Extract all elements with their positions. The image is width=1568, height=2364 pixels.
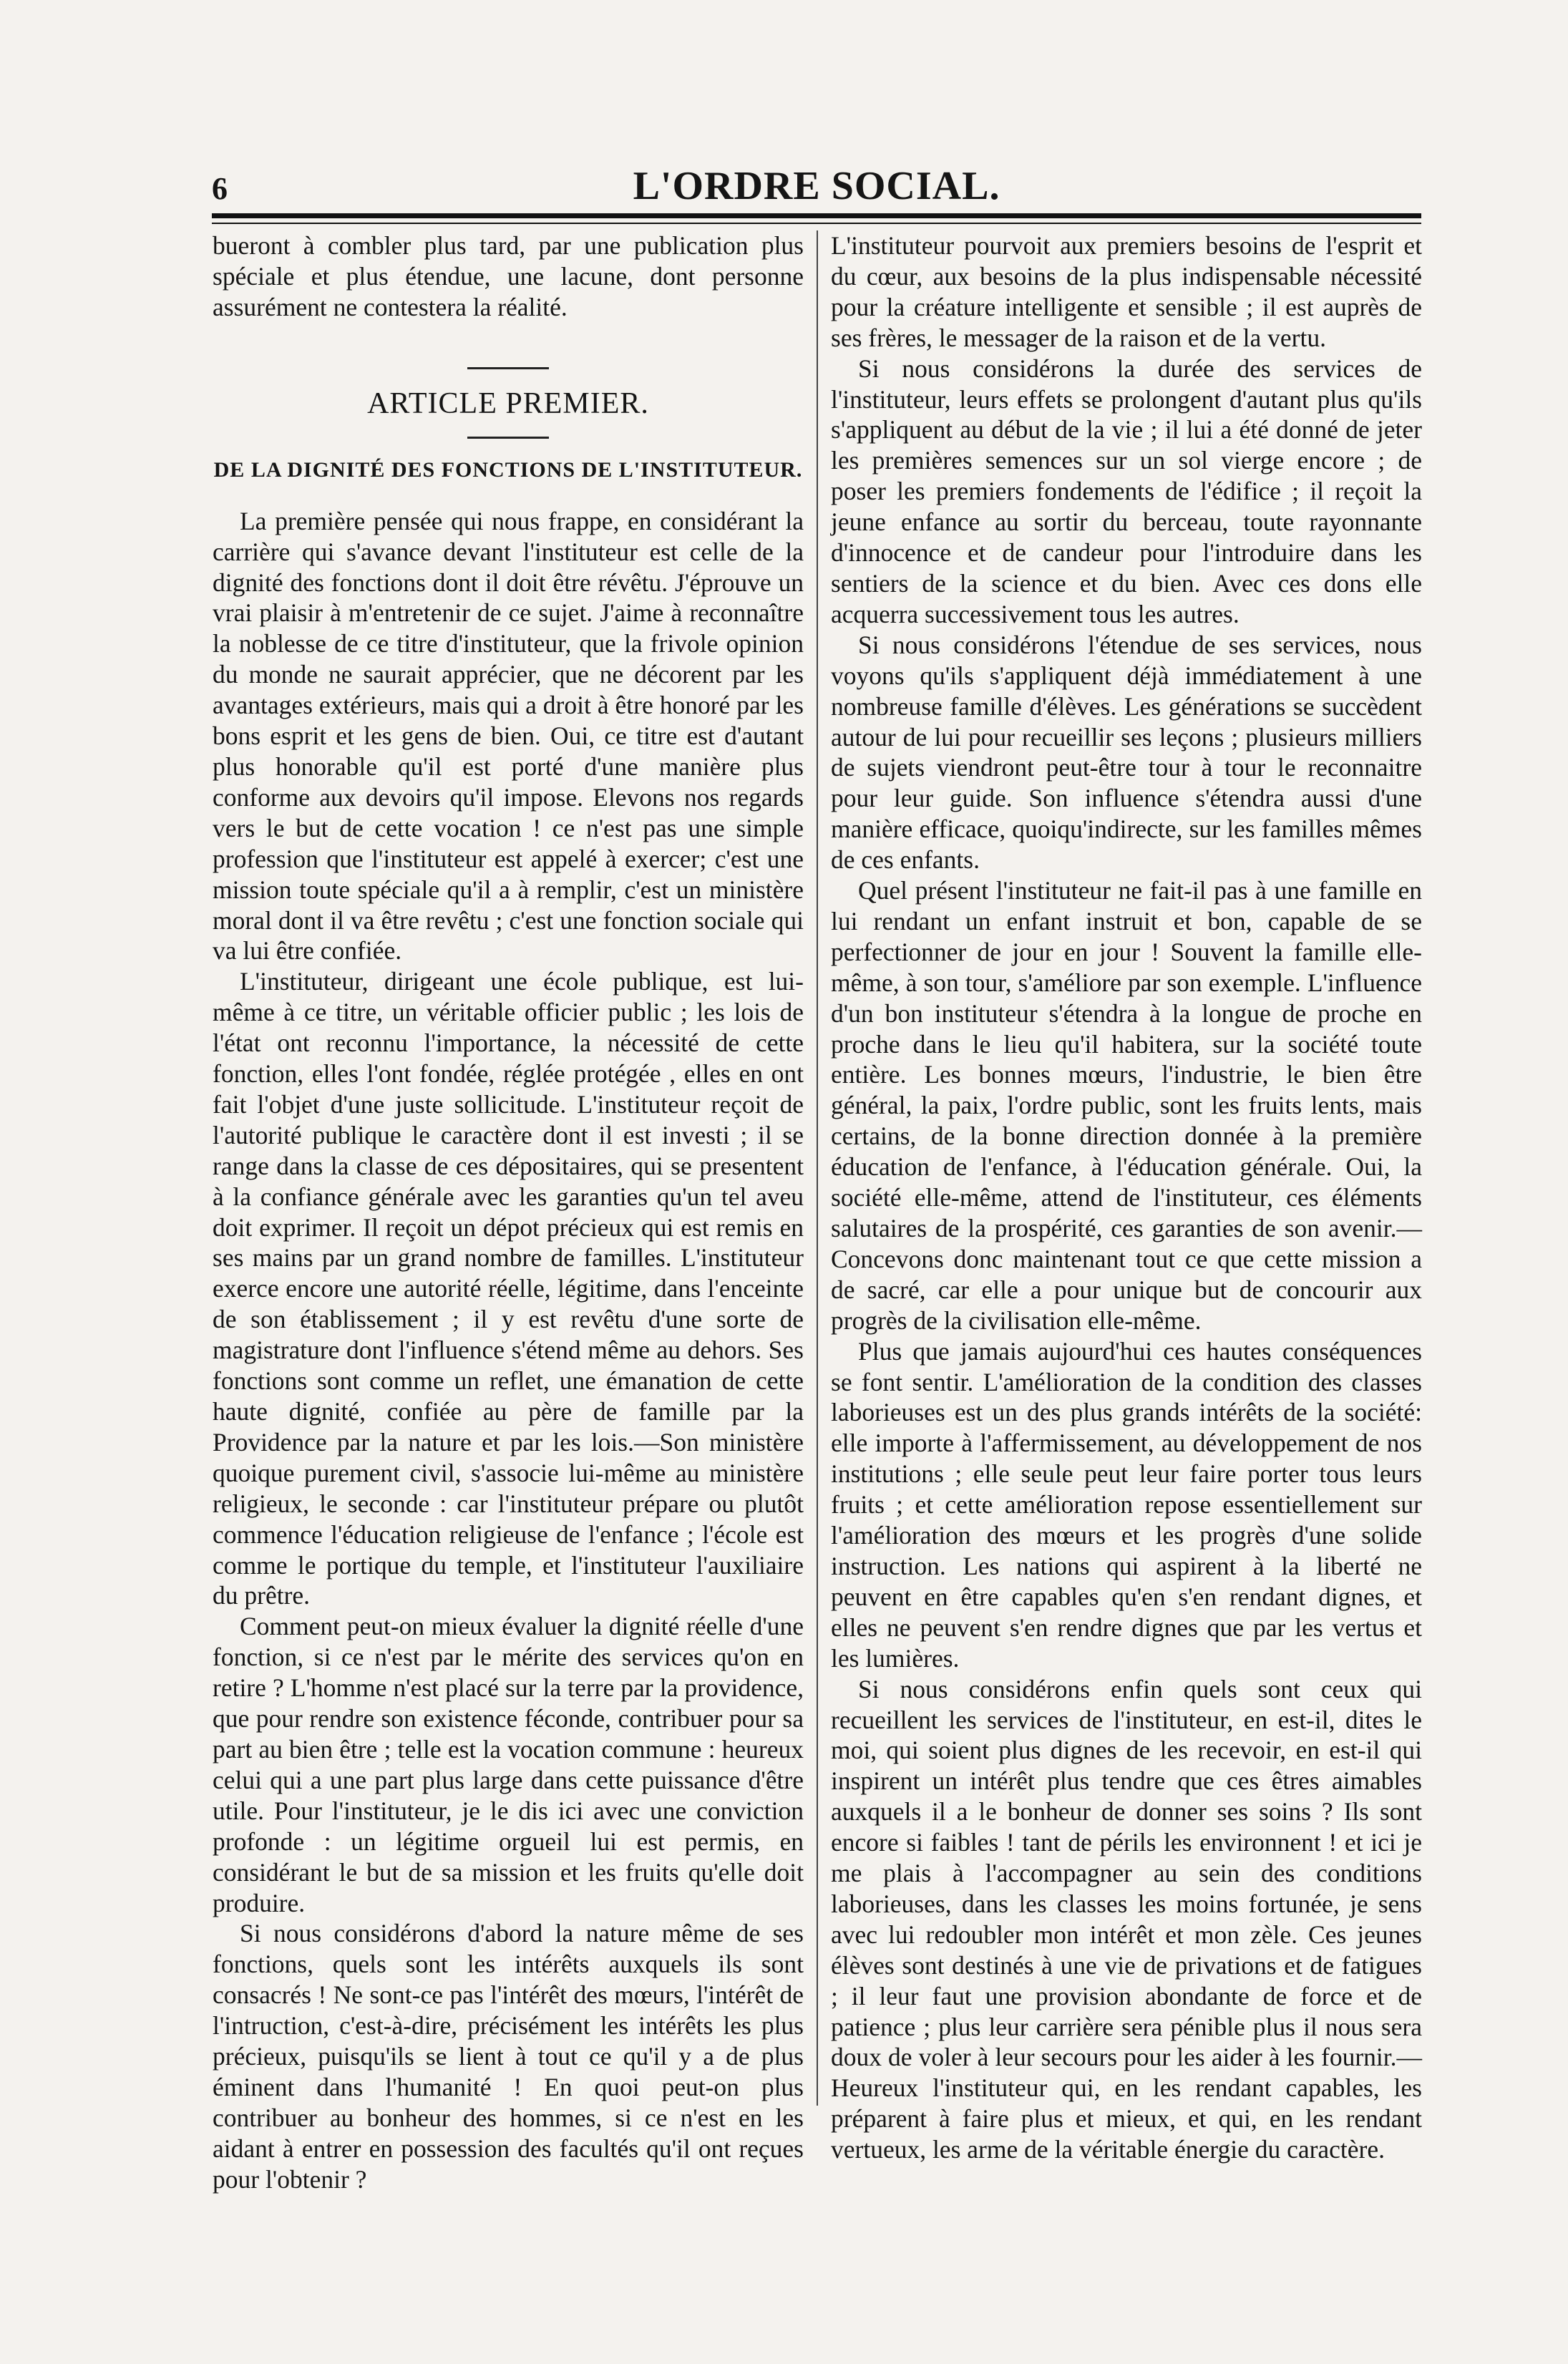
paragraph: Si nous considérons l'étendue de ses services, nous voyons qu'ils s'appliquent déjà immédiatement à une nombreuse famille d'élèves. Les générations se succèdent autour de lui pour recueillir ses leçons ; plusieurs milliers de sujets viendront peut-être tour à tour le reconnaitre pour leur guide. Son influence s'étendra aussi d'une manière efficace, quoiqu'indirecte, sur les familles mêmes de ces enfants.	[831, 630, 1422, 875]
running-title: L'ORDRE SOCIAL.	[633, 164, 1000, 208]
paragraph: Comment peut-on mieux évaluer la dignité réelle d'une fonction, si ce n'est par le mérite des services qu'on en retire ? L'homme n'est placé sur la terre par la providence, que pour rendre son existence féconde, contribuer pour sa part au bien être ; telle est la vocation commune : heureux celui qui a une part plus large dans cette puissance d'être utile. Pour l'instituteur, je le dis ici avec une conviction profonde : un légitime orgueil lui est permis, en considérant le but de sa mission et les fruits qu'elle doit produire.	[213, 1612, 804, 1917]
paragraph: Si nous considérons enfin quels sont ceux qui recueillent les services de l'instituteur, en est-il, dites le moi, qui soient plus dignes de les recevoir, en est-il qui inspirent un intérêt plus tendre que ces êtres aimables auxquels il a le bonheur de donner ses soins ? Ils sont encore si faibles ! tant de périls les environnent ! et ici je me plais à l'accompagner au sein des conditions laborieuses, dans les classes les moins fortunée, je sens avec lui redoubler mon intérêt et mon zèle. Ces jeunes élèves sont destinés à une vie de privations et de fatigues ; il leur faut une provision abondante de force et de patience ; plus leur carrière sera pénible plus il nous sera doux de voler à leur secours pour les aider à les fournir.—Heureux l'instituteur qui, en les rendant capables, les préparent à faire plus et mieux, et qui, en les rendant vertueux, les arme de la véritable énergie du caractère.	[831, 1674, 1422, 2164]
paragraph: Si nous considérons la durée des services de l'instituteur, leurs effets se prolongent d'autant plus qu'ils s'appliquent au début de la vie ; il lui a été donné de jeter les premières semences sur un sol vierge encore ; de poser les premiers fondements de l'édifice ; il reçoit la jeune enfance au sortir du berceau, toute rayonnante d'innocence et de candeur pour l'introduire dans les sentiers de la science et du bien. Avec ces dons elle acquerra successivement tous les autres.	[831, 354, 1422, 628]
continuation-paragraph: L'instituteur pourvoit aux premiers besoins de l'esprit et du cœur, aux besoins de la plus indispensable nécessité pour la créature intelligente et sensible ; il est auprès de ses frères, le messager de la raison et de la vertu.	[831, 231, 1422, 352]
paragraph: Si nous considérons d'abord la nature même de ses fonctions, quels sont les intérêts auxquels ils sont consacrés ! Ne sont-ce pas l'intérêt des mœurs, l'intérêt de l'intruction, c'est-à-dire, précisément les intérêts les plus précieux, puisqu'ils se lient à tout ce qu'il y a de plus éminent dans l'humanité ! En quoi peut-on plus contribuer au bonheur des hommes, si ce n'est en les aidant à entrer en possession des facultés qu'il ont reçues pour l'obtenir ?	[213, 1919, 804, 2194]
paragraph: Plus que jamais aujourd'hui ces hautes conséquences se font sentir. L'amélioration de la condition des classes laborieuses est un des plus grands intérêts de la société: elle importe à l'affermissement, au développement de nos institutions ; elle seule peut leur faire porter tous leurs fruits ; et cette amélioration repose essentiellement sur l'amélioration des mœurs et les progrès d'une solide instruction. Les nations qui aspirent à la liberté ne peuvent en être capables qu'en s'en rendant dignes, et elles ne peuvent s'en rendre dignes que par les vertus et les lumières.	[831, 1336, 1422, 1673]
header-rule-thin	[212, 223, 1421, 224]
paragraph: L'instituteur, dirigeant une école publique, est lui-même à ce titre, un véritable officier public ; les lois de l'état ont reconnu l'importance, la nécessité de cette fonction, elles l'ont fondée, réglée protégée , elles en ont fait l'objet d'une juste sollicitude. L'instituteur reçoit de l'autorité publique le caractère dont il est investi ; il se range dans la classe de ces dépositaires, qui se presentent à la confiance générale avec les garanties qu'un tel aveu doit exprimer. Il reçoit un dépot précieux qui est remis en ses mains par un grand nombre de familles. L'instituteur exerce encore une autorité réelle, légitime, dans l'enceinte de son établissement ; il y est revêtu d'une sorte de magistrature dont l'influence s'étend même au dehors. Ses fonctions sont comme un reflet, une émanation de cette haute dignité, confiée au père de famille par la Providence par la nature et par les lois.—Son ministère quoique purement civil, s'associe lui-même au ministère religieux, le seconde : car l'instituteur prépare ou plutôt commence l'éducation religieuse de l'enfance ; l'école est comme le portique du temple, et l'instituteur l'auxiliaire du prêtre.	[213, 967, 804, 1610]
section-rule-above	[467, 367, 549, 369]
left-column	[213, 230, 804, 2194]
paragraph: La première pensée qui nous frappe, en considérant la carrière qui s'avance devant l'instituteur est celle de la dignité des fonctions dont il doit être révêtu. J'éprouve un vrai plaisir à m'entretenir de ce sujet. J'aime à reconnaître la noblesse de ce titre d'instituteur, que la frivole opinion du monde ne saurait apprécier, que ne décorent par les avantages extérieurs, mais qui a droit à être honoré par les bons esprit et les gens de bien. Oui, ce titre est d'autant plus honorable qu'il est porté d'une manière plus conforme aux devoirs qu'il impose. Elevons nos regards vers le but de cette vocation ! ce n'est pas une simple profession que l'instituteur est appelé à exercer; c'est une mission toute spéciale qu'il a à remplir, c'est un ministère moral dont il va être revêtu ; c'est une fonction sociale qui va lui être confiée.	[213, 506, 804, 965]
header-rule-thick	[212, 213, 1421, 218]
section-subtitle: DE LA DIGNITÉ DES FONCTIONS DE L'INSTITUTEUR.	[213, 457, 803, 482]
section-rule-below	[467, 437, 549, 439]
paragraph: Quel présent l'instituteur ne fait-il pas à une famille en lui rendant un enfant instruit et bon, capable de se perfectionner de jour en jour ! Souvent la famille elle-même, à son tour, s'améliore par son exemple. L'influence d'un bon instituteur s'étendra à la longue de proche en proche dans le lieu qu'il habitera, sur la société toute entière. Les bonnes mœurs, l'industrie, le bien être général, la paix, l'ordre public, sont les fruits lents, mais certains, de la bonne direction donnée à la première éducation de l'enfance, à l'éducation générale. Oui, la société elle-même, attend de l'instituteur, ces éléments salutaires de la prospérité, ces garanties de son avenir.—Concevons donc maintenant tout ce que cette mission a de sacré, car elle a pour unique but de concourir aux progrès de la civilisation elle-même.	[831, 876, 1422, 1335]
intro-paragraph: bueront à combler plus tard, par une publication plus spéciale et plus étendue, une lacune, dont personne assurément ne contestera la réalité.	[213, 231, 804, 321]
right-column	[831, 230, 1422, 2164]
column-divider	[817, 230, 818, 2106]
page-number: 6	[212, 171, 228, 206]
page-header	[212, 163, 1421, 213]
article-heading: ARTICLE PREMIER.	[367, 386, 649, 420]
